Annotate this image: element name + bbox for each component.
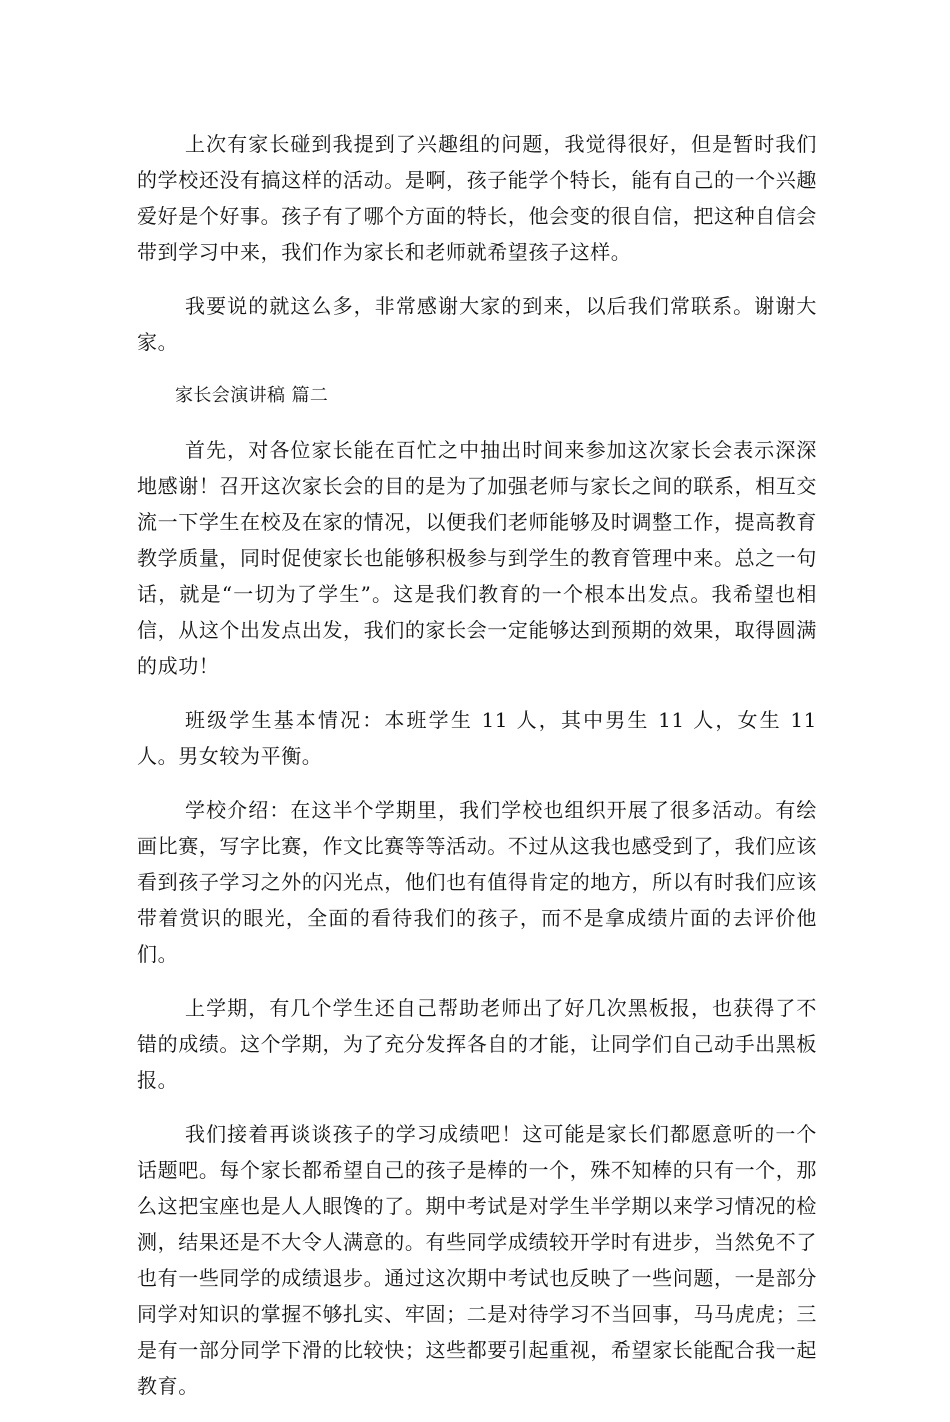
paragraph-class-info: 班级学生基本情况：本班学生 11 人，其中男生 11 人，女生 11 人。男女较为平衡。 (137, 708, 817, 768)
paragraph-opening: 首先，对各位家长能在百忙之中抽出时间来参加这次家长会表示深深地感谢！召开这次家长会的目的是为了加强老师与家长之间的联系，相互交流一下学生在校及在家的情况，以便我们老师能够及时调整工作，提高教育教学质量，同时促使家长也能够积极参与到学生的教育管理中来。总之一句话，就是“一切为了学生”。这是我们教育的一个根本出发点。我希望也相信，从这个出发点出发，我们的家长会一定能够达到预期的效果，取得圆满的成功！ (137, 438, 817, 678)
paragraph-interest-group: 上次有家长碰到我提到了兴趣组的问题，我觉得很好，但是暂时我们的学校还没有搞这样的活动。是啊，孩子能学个特长，能有自己的一个兴趣爱好是个好事。孩子有了哪个方面的特长，他会变的很自信，把这种自信会带到学习中来，我们作为家长和老师就希望孩子这样。 (137, 132, 817, 264)
paragraph-closing-thanks: 我要说的就这么多，非常感谢大家的到来，以后我们常联系。谢谢大家。 (137, 294, 817, 354)
paragraph-blackboard: 上学期，有几个学生还自己帮助老师出了好几次黑板报，也获得了不错的成绩。这个学期，为了充分发挥各自的才能，让同学们自己动手出黑板报。 (137, 996, 817, 1092)
section-heading: 家长会演讲稿 篇二 (175, 385, 329, 406)
paragraph-grades: 我们接着再谈谈孩子的学习成绩吧！这可能是家长们都愿意听的一个话题吧。每个家长都希望自己的孩子是棒的一个，殊不知棒的只有一个，那么这把宝座也是人人眼馋的了。期中考试是对学生半学期以来学习情况的检测，结果还是不大令人满意的。有些同学成绩较开学时有进步，当然免不了也有一些同学的成绩退步。通过这次期中考试也反映了一些问题，一是部分同学对知识的掌握不够扎实、牢固；二是对待学习不当回事，马马虎虎；三是有一部分同学下滑的比较快；这些都要引起重视，希望家长能配合我一起教育。 (137, 1122, 817, 1398)
paragraph-school-intro: 学校介绍：在这半个学期里，我们学校也组织开展了很多活动。有绘画比赛，写字比赛，作文比赛等等活动。不过从这我也感受到了，我们应该看到孩子学习之外的闪光点，他们也有值得肯定的地方，所以有时我们应该带着赏识的眼光，全面的看待我们的孩子，而不是拿成绩片面的去评价他们。 (137, 798, 817, 966)
document-body (137, 126, 817, 1422)
